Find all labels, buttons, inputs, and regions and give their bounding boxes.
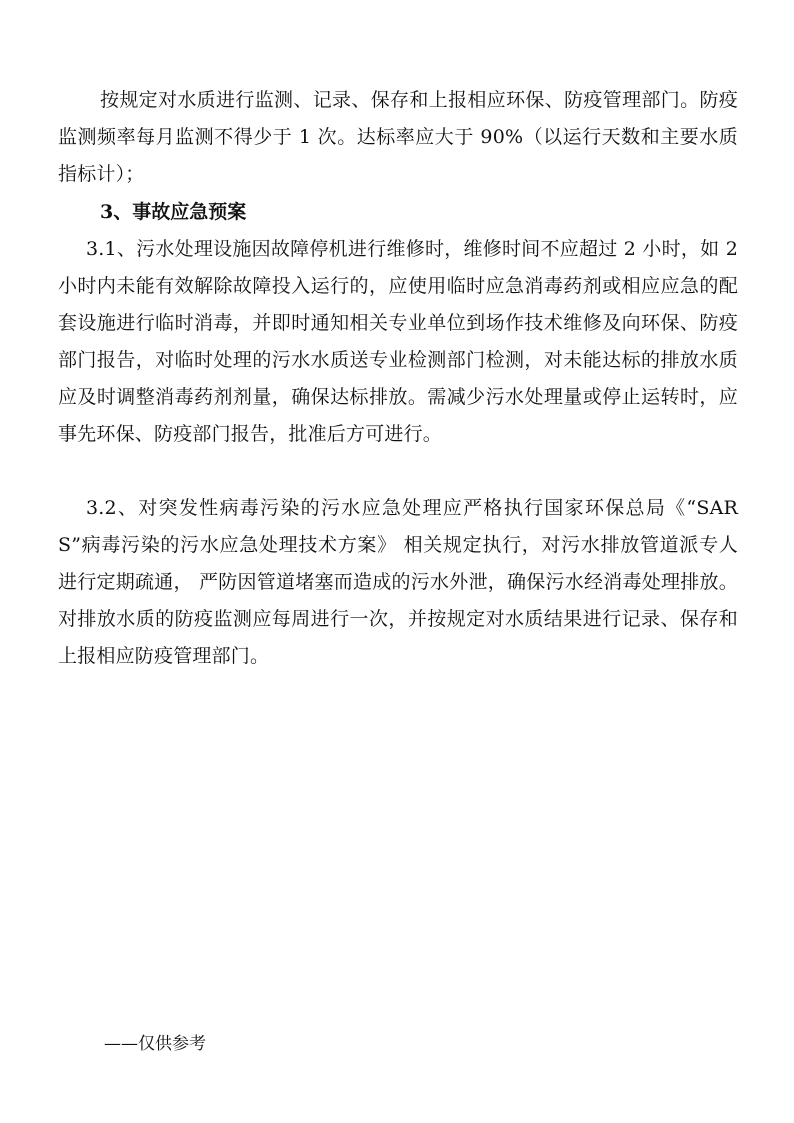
paragraph-water-quality-monitoring: 按规定对水质进行监测、记录、保存和上报相应环保、防疫管理部门。防疫监测频率每月监测不得少于 1 次。达标率应大于 90%（以运行天数和主要水质指标计）；: [58, 89, 738, 185]
footer-reference-note: ——仅供参考: [104, 1034, 206, 1054]
section-heading-emergency-plan: 3、事故应急预案: [100, 201, 247, 223]
paragraph-3-1-equipment-failure: 3.1、污水处理设施因故障停机进行维修时，维修时间不应超过 2 小时，如 2 小时内未能有效解除故障投入运行的，应使用临时应急消毒药剂或相应应急的配套设施进行临时消毒，并即时通知相关专业单位到场作技术维修及向环保、防疫部门报告，对临时处理的污水水质送专业检测部门检测，对未能达标的排放水质应及时调整消毒药剂剂量，确保达标排放。需减少污水处理量或停止运转时，应事先环保、防疫部门报告，批准后方可进行。: [58, 238, 738, 445]
paragraph-3-2-virus-contamination: 3.2、对突发性病毒污染的污水应急处理应严格执行国家环保总局《“SARS”病毒污染的污水应急处理技术方案》 相关规定执行，对污水排放管道派专人进行定期疏通， 严防因管道堵塞而造成的污水外泄，确保污水经消毒处理排放。对排放水质的防疫监测应每周进行一次，并按规定对水质结果进行记录、保存和上报相应防疫管理部门。: [58, 497, 738, 667]
